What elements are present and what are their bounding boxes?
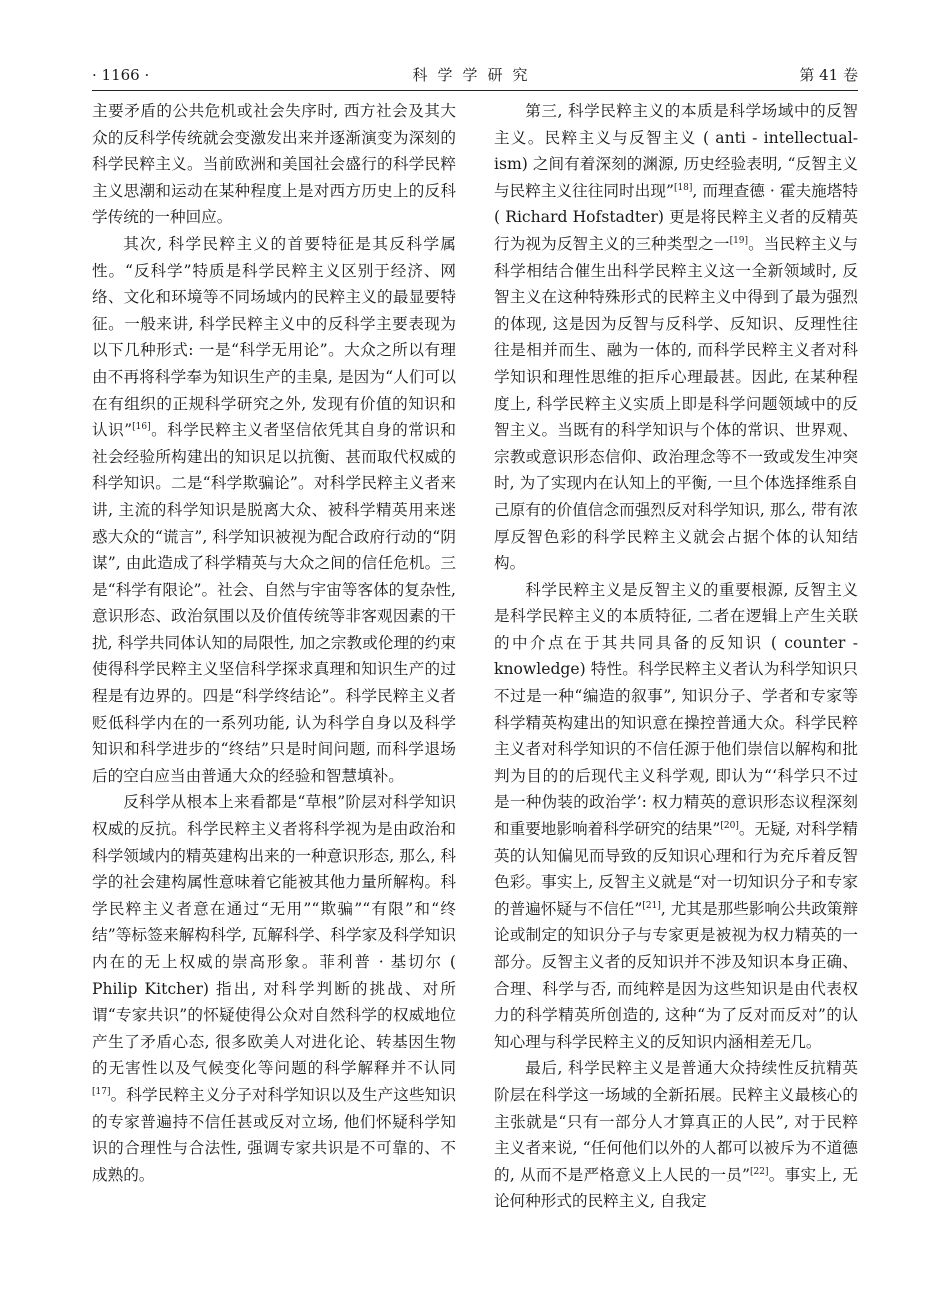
paragraph: 其次, 科学民粹主义的首要特征是其反科学属性。“反科学”特质是科学民粹主义区别于经济、网络、文化和环境等不同场域内的民粹主义的最显要特征。一般来讲, 科学民粹主义中的反科学主要表现为以下几种形式: 一是“科学无用论”。大众之所以有理由不再将科学奉为知识生产的圭臬, 是因为“人们可以在有组织的正规科学研究之外, 发现有价值的知识和认识”[16]。科学民粹主义者坚信依凭其自身的常识和社会经验所构建出的知识足以抗衡、甚而取代权威的科学知识。二是“科学欺骗论”。对科学民粹主义者来讲, 主流的科学知识是脱离大众、被科学精英用来迷惑大众的“谎言”, 科学知识被视为配合政府行动的“阴谋”, 由此造成了科学精英与大众之间的信任危机。三是“科学有限论”。社会、自然与宇宙等客体的复杂性, 意识形态、政治氛围以及价值传统等非客观因素的干扰, 科学共同体认知的局限性, 加之宗教或伦理的约束使得科学民粹主义坚信科学探求真理和知识生产的过程是有边界的。四是“科学终结论”。科学民粹主义者贬低科学内在的一系列功能, 认为科学自身以及科学知识和科学进步的“终结”只是时间问题, 而科学退场后的空白应当由普通大众的经验和智慧填补。 bbox=[92, 234, 456, 785]
paragraph: 最后, 科学民粹主义是普通大众持续性反抗精英阶层在科学这一场域的全新拓展。民粹主义最核心的主张就是“只有一部分人才算真正的人民”, 对于民粹主义者来说, “任何他们以外的人都可以被斥为不道德的, 从而不是严格意义上人民的一员”[22]。事实上, 无论何种形式的民粹主义, 自我定 bbox=[494, 1059, 858, 1211]
page-number: · 1166 · bbox=[92, 66, 150, 84]
citation-ref: [21] bbox=[642, 900, 661, 911]
journal-title: 科学学研究 bbox=[412, 66, 538, 84]
citation-ref: [18] bbox=[673, 182, 693, 193]
header-rule bbox=[92, 90, 858, 91]
citation-ref: [20] bbox=[720, 820, 739, 831]
citation-ref: [17] bbox=[92, 1086, 111, 1097]
paragraph: 科学民粹主义是反智主义的重要根源, 反智主义是科学民粹主义的本质特征, 二者在逻辑上产生关联的中介点在于其共同具备的反知识 ( counter - knowledge) 特性。科学民粹主义者认为科学知识只不过是一种“编造的叙事”, 知识分子、学者和专家等科学精英构建出的知识意在操控普通大众。科学民粹主义者对科学知识的不信任源于他们崇信以解构和批判为目的的后现代主义科学观, 即认为“‘科学只不过是一种伪装的政治学’: 权力精英的意识形态议程深刻和重要地影响着科学研究的结果”[20]。无疑, 对科学精英的认知偏见而导致的反知识心理和行为充斥着反智色彩。事实上, 反智主义就是“对一切知识分子和专家的普遍怀疑与不信任”[21], 尤其是那些影响公共政策辩论或制定的知识分子与专家更是被视为权力精英的一部分。反智主义者的反知识并不涉及知识本身正确、合理、科学与否, 而纯粹是因为这些知识是由代表权力的科学精英所创造的, 这种“为了反对而反对”的认知心理与科学民粹主义的反知识内涵相差无几。 bbox=[494, 580, 858, 1051]
citation-ref: [16] bbox=[132, 421, 151, 432]
citation-ref: [22] bbox=[750, 1166, 769, 1177]
volume-number: 第 41 卷 bbox=[799, 66, 858, 84]
paragraph: 主要矛盾的公共危机或社会失序时, 西方社会及其大众的反科学传统就会变激发出来并逐渐演变为深刻的科学民粹主义。当前欧洲和美国社会盛行的科学民粹主义思潮和运动在某种程度上是对西方历史上的反科学传统的一种回应。 bbox=[92, 102, 456, 227]
paragraph: 第三, 科学民粹主义的本质是科学场域中的反智主义。民粹主义与反智主义 ( anti - intellectual-ism) 之间有着深刻的渊源, 历史经验表明, “反智主义与民粹主义往往同时出现”[18], 而理查德 · 霍夫施塔特 ( Richard Hofstadter) 更是将民粹主义者的反精英行为视为反智主义的三种类型之一[19]。当民粹主义与科学相结合催生出科学民粹主义这一全新领域时, 反智主义在这种特殊形式的民粹主义中得到了最为强烈的体现, 这是因为反智与反科学、反知识、反理性往往是相并而生、融为一体的, 而科学民粹主义者对科学知识和理性思维的拒斥心理最甚。因此, 在某种程度上, 科学民粹主义实质上即是科学问题领域中的反智主义。当既有的科学知识与个体的常识、世界观、宗教或意识形态信仰、政治理念等不一致或发生冲突时, 为了实现内在认知上的平衡, 一旦个体选择维系自己原有的价值信念而强烈反对科学知识, 那么, 带有浓厚反智色彩的科学民粹主义就会占据个体的认知结构。 bbox=[494, 102, 858, 573]
left-column bbox=[92, 98, 456, 1188]
paragraph: 反科学从根本上来看都是“草根”阶层对科学知识权威的反抗。科学民粹主义者将科学视为是由政治和科学领域内的精英建构出来的一种意识形态, 那么, 科学的社会建构属性意味着它能被其他力量所解构。科学民粹主义者意在通过“无用”“欺骗”“有限”和“终结”等标签来解构科学, 瓦解科学、科学家及科学知识内在的无上权威的崇高形象。菲利普 · 基切尔 ( Philip Kitcher) 指出, 对科学判断的挑战、对所谓“专家共识”的怀疑使得公众对自然科学的权威地位产生了矛盾心态, 很多欧美人对进化论、转基因生物的无害性以及气候变化等问题的科学解释并不认同[17]。科学民粹主义分子对科学知识以及生产这些知识的专家普遍持不信任甚或反对立场, 他们怀疑科学知识的合理性与合法性, 强调专家共识是不可靠的、不成熟的。 bbox=[92, 793, 456, 1184]
running-header bbox=[92, 62, 858, 88]
right-column bbox=[494, 98, 858, 1215]
citation-ref: [19] bbox=[729, 235, 749, 246]
